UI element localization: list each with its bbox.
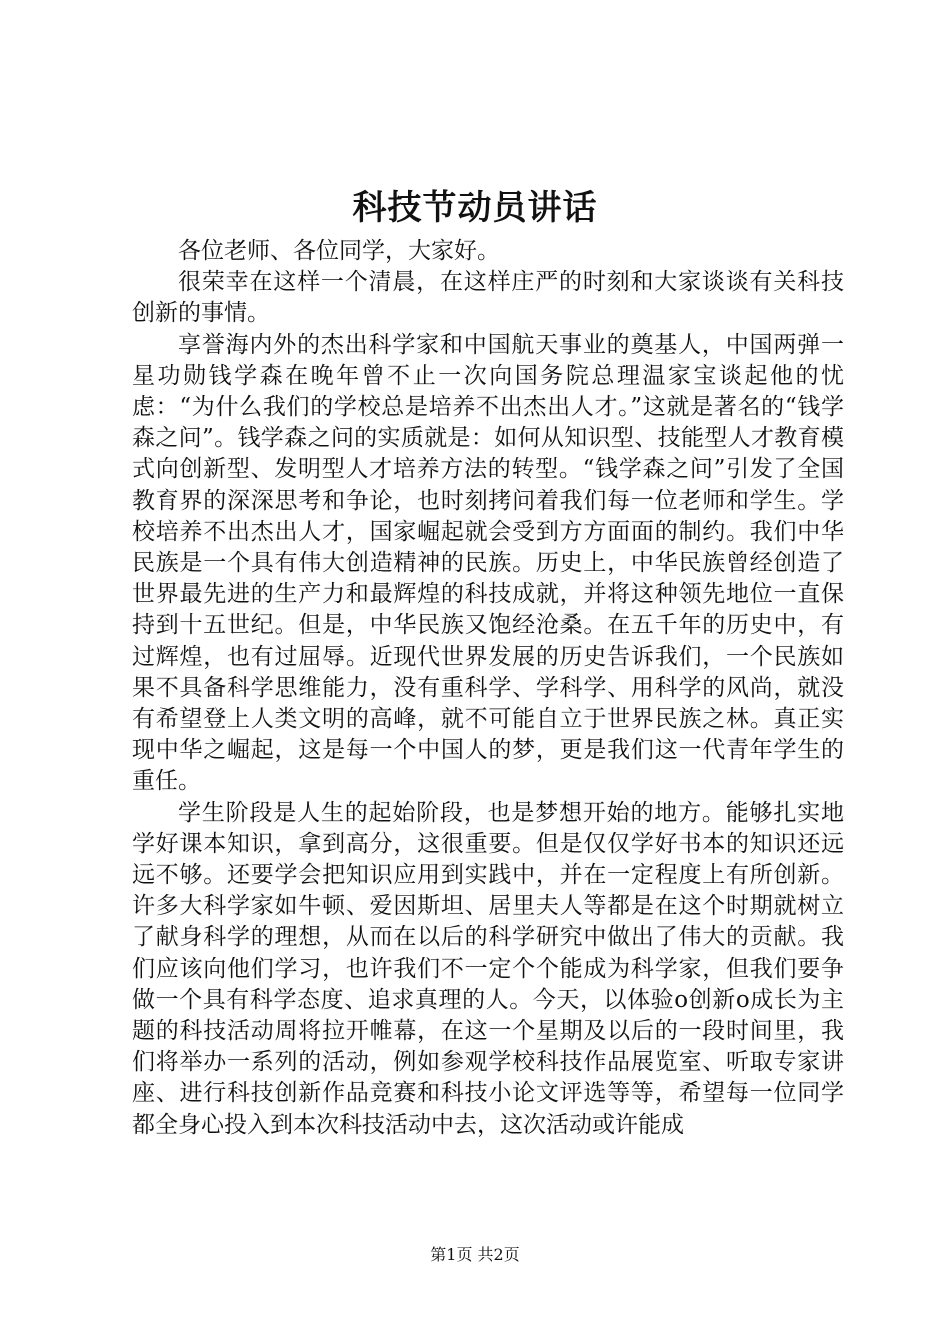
paragraph-qian-xuesen: 享誉海内外的杰出科学家和中国航天事业的奠基人，中国两弹一星功勋钱学森在晚年曾不止一次向国务院总理温家宝谈起他的忧虑：“为什么我们的学校总是培养不出杰出人才。”这就是著名的“钱学森之问”。钱学森之问的实质就是：如何从知识型、技能型人才教育模式向创新型、发明型人才培养方法的转型。“钱学森之问”引发了全国教育界的深深思考和争论，也时刻拷问着我们每一位老师和学生。学校培养不出杰出人才，国家崛起就会受到方方面面的制约。我们中华民族是一个具有伟大创造精神的民族。历史上，中华民族曾经创造了世界最先进的生产力和最辉煌的科技成就，并将这种领先地位一直保持到十五世纪。但是，中华民族又饱经沧桑。在五千年的历史中，有过辉煌，也有过屈辱。近现代世界发展的历史告诉我们，一个民族如果不具备科学思维能力，没有重科学、学科学、用科学的风尚，就没有希望登上人类文明的高峰，就不可能自立于世界民族之林。真正实现中华之崛起，这是每一个中国人的梦，更是我们这一代青年学生的重任。	[132, 331, 844, 795]
document-body	[132, 236, 844, 1141]
page-footer: 第1页 共2页	[430, 1245, 520, 1264]
paragraph-greeting: 各位老师、各位同学，大家好。	[178, 238, 500, 264]
document-title: 科技节动员讲话	[352, 188, 598, 228]
paragraph-student-stage: 学生阶段是人生的起始阶段，也是梦想开始的地方。能够扎实地学好课本知识，拿到高分，这很重要。但是仅仅学好书本的知识还远远不够。还要学会把知识应用到实践中，并在一定程度上有所创新。许多大科学家如牛顿、爱因斯坦、居里夫人等都是在这个时期就树立了献身科学的理想，从而在以后的科学研究中做出了伟大的贡献。我们应该向他们学习，也许我们不一定个个能成为科学家，但我们要争做一个具有科学态度、追求真理的人。今天，以体验o创新o成长为主题的科技活动周将拉开帷幕，在这一个星期及以后的一段时间里，我们将举办一系列的活动，例如参观学校科技作品展览室、听取专家讲座、进行科技创新作品竞赛和科技小论文评选等等，希望每一位同学都全身心投入到本次科技活动中去，这次活动或许能成	[132, 799, 844, 1138]
paragraph-intro: 很荣幸在这样一个清晨，在这样庄严的时刻和大家谈谈有关科技创新的事情。	[132, 269, 844, 327]
